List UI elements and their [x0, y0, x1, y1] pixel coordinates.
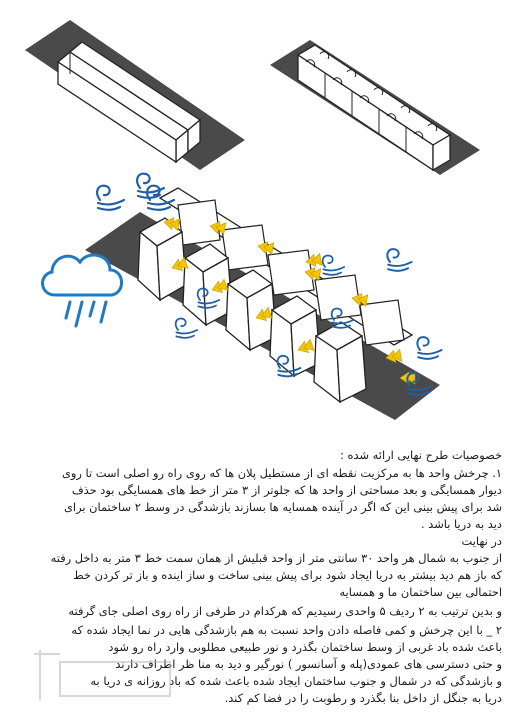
p4-line: و بازشدگی که در شمال و جنوب ساختمان ایجاد شده باعث شده که باد روزانه ی دریا به: [90, 674, 502, 688]
p4-line: و حتی دسترسی های عمودی(پله و آسانسور ) نورگیر و دید به منا ظر اطراف دارند: [115, 657, 502, 671]
massing-units-diagram: [270, 40, 480, 175]
p2-line: که باز هم دید بیشتر به دریا ایجاد شود برای پیش بینی ساخت و ساز اینده و باز تر کردن خط: [73, 568, 502, 582]
cloud-rain-icon: [43, 255, 122, 326]
p2-line: از جنوب به شمال هر واحد ۳۰ سانتی متر از واحد قبلیش از همان سمت خط ۳ متر به داخل رفته: [50, 551, 502, 565]
p1-line: دیوار همسایگی و بعد مساحتی از واحد ها که جلوتر از ۳ متر از خط های همسایگی بود حذف: [71, 483, 502, 497]
p2-title: در نهایت: [461, 534, 502, 548]
massing-bar-diagram: [25, 20, 245, 170]
wind-swirl-icon: [417, 337, 441, 359]
p4-line: دریا به جنگل از داخل بنا بگذرد و رطوبت را در فضا کم کند.: [224, 691, 502, 705]
p4-line: باعث شده باد غربی از وسط ساختمان بگذرد و نور طبیعی مطلوبی وارد راه رو شود: [108, 640, 502, 654]
p2-line: احتمالی بین ساختمان ما و همسایه: [339, 585, 502, 599]
p1-line: شد برای پیش بینی این که اگر در آینده همسایه ها بسازند بازشدگی در وسط ۲ ساختمان برای: [63, 500, 502, 514]
p3-line: و بدین ترتیب به ۲ ردیف ۵ واحدی رسیدیم که هرکدام در طرفی از راه روی اصلی جای گرفته: [68, 604, 502, 618]
p1-line: دید به دریا باشد .: [421, 517, 502, 531]
wind-swirl-icon: [176, 319, 198, 338]
description-text: [10, 447, 502, 707]
p4-line: ۲ _ با این چرخش و کمی فاصله دادن واحد نسبت به هم بازشدگی هایی در نما ایجاد شده که: [71, 623, 502, 637]
wind-swirl-icon: [387, 249, 411, 271]
wind-swirl-icon: [97, 186, 124, 210]
wind-swirl-icon: [323, 256, 345, 275]
description-heading: خصوصیات طرح نهایی ارائه شده :: [340, 448, 502, 462]
final-design-diagram: [85, 188, 440, 420]
p1-line: ۱. چرخش واحد ها به مرکزیت نقطه ای از مستطیل پلان ها که روی راه رو اصلی است تا روی: [62, 466, 502, 480]
